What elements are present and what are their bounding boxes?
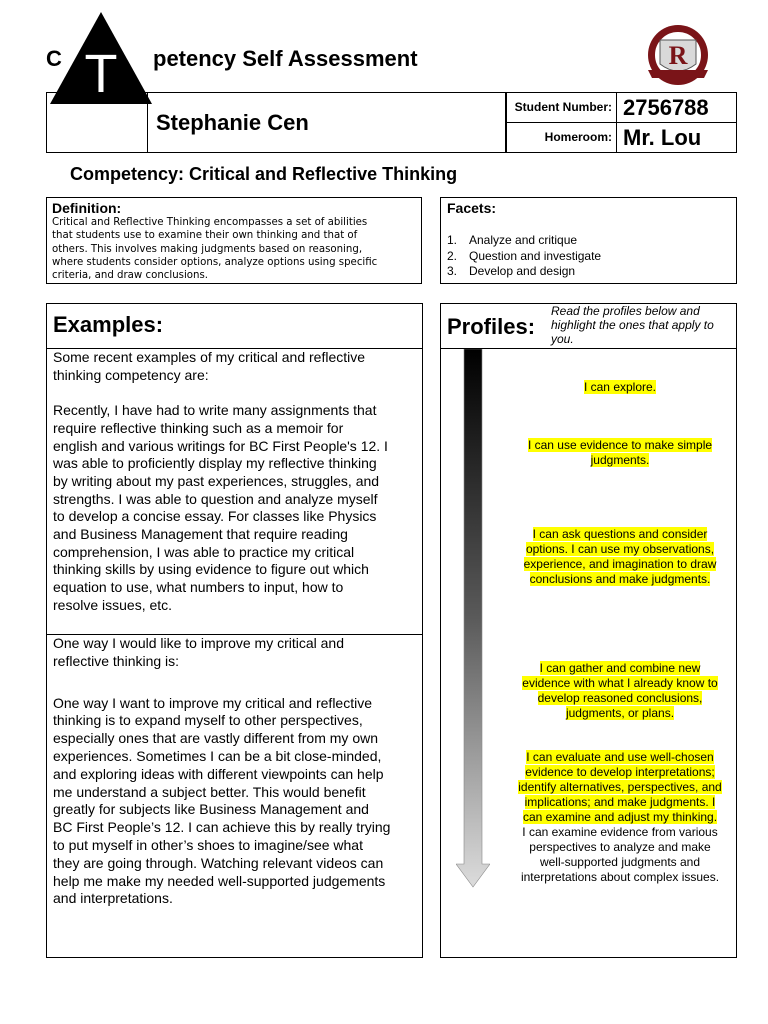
- profile-line: develop reasoned conclusions,: [537, 691, 703, 705]
- facet-text: Analyze and critique: [469, 233, 578, 247]
- text-line: english and various writings for BC First People's 12. I: [53, 437, 388, 454]
- text-line: thinking skills by using evidence to figure out which: [53, 561, 369, 578]
- profile-line: I can ask questions and consider: [532, 527, 708, 541]
- examples-improve-intro: [53, 635, 416, 671]
- facet-text: Develop and design: [469, 264, 576, 278]
- profile-line: I can evaluate and use well-chosen: [526, 750, 714, 764]
- text-line: and interpretations.: [53, 890, 173, 907]
- text-line: and exploring ideas with different viewpoints can help: [53, 765, 384, 782]
- text-line: to develop a concise essay. For classes like Physics: [53, 508, 377, 525]
- examples-recent-intro: [53, 349, 416, 384]
- logo-letter: T: [84, 44, 118, 104]
- profile-item: [510, 825, 730, 885]
- school-seal-icon: [640, 20, 716, 90]
- profiles-instruction: Read the profiles below and highlight the ones that apply to you.: [551, 304, 714, 346]
- text-line: thinking competency are:: [53, 366, 209, 383]
- facet-item: [447, 249, 730, 265]
- profile-line: can examine and adjust my thinking.: [522, 810, 718, 824]
- definition-text: [52, 216, 416, 282]
- text-line: comprehension, I was able to practice my critical: [53, 543, 355, 560]
- student-info-grid: [506, 92, 737, 153]
- student-number-row: [507, 93, 736, 123]
- facets-box: [440, 197, 737, 284]
- page-title-prefix: C: [46, 46, 62, 71]
- photo-cell: [47, 93, 148, 152]
- examples-box-improve: [46, 634, 423, 958]
- profile-line: judgments.: [590, 453, 650, 467]
- profile-line: interpretations about complex issues.: [520, 870, 720, 884]
- text-line: resolve issues, etc.: [53, 596, 173, 613]
- text-line: thinking is to expand myself to other perspectives,: [53, 712, 363, 729]
- profile-line: I can examine evidence from various: [522, 825, 718, 839]
- text-line: they are going through. Watching relevant videos can: [53, 854, 384, 871]
- text-line: and Business Management that require reading: [53, 526, 348, 543]
- profile-line: identify alternatives, perspectives, and: [518, 780, 722, 794]
- definition-line: that students use to examine their own thinking and that of: [52, 230, 358, 242]
- progression-arrow-icon: [456, 349, 490, 889]
- examples-heading: Examples:: [46, 303, 423, 349]
- student-number-value: 2756788: [623, 94, 709, 120]
- profile-line: implications; and make judgments. I: [524, 795, 716, 809]
- text-line: One way I would like to improve my critical and: [53, 635, 344, 651]
- profile-line: I can use evidence to make simple: [527, 438, 713, 452]
- profile-line: experience, and imagination to draw: [523, 557, 717, 571]
- page-title: petency Self Assessment: [153, 46, 418, 71]
- profile-line: perspectives to analyze and make: [529, 840, 711, 854]
- text-line: equation to use, what numbers to input, how to: [53, 579, 344, 596]
- profile-line: I can explore.: [583, 380, 657, 394]
- text-line: require reflective thinking such as a memoir for: [53, 419, 344, 436]
- profile-item: [510, 438, 730, 468]
- text-line: reflective thinking is:: [53, 652, 180, 669]
- facet-number: 3.: [447, 264, 458, 278]
- text-line: experiences. Sometimes I can be a bit close-minded,: [53, 747, 382, 764]
- text-line: was able to proficiently display my reflective thinking: [53, 455, 377, 472]
- facet-item: [447, 233, 730, 249]
- student-name: Stephanie Cen: [156, 110, 309, 135]
- text-line: to put myself in other’s shoes to imagine/see what: [53, 836, 363, 853]
- definition-box: [46, 197, 422, 284]
- text-line: by writing about my past experiences, struggles, and: [53, 472, 380, 489]
- definition-line: criteria, and draw conclusions.: [52, 270, 209, 282]
- profile-line: evidence to develop interpretations;: [525, 765, 715, 779]
- profile-line: well-supported judgments and: [539, 855, 701, 869]
- facets-list: [447, 233, 730, 280]
- definition-label: Definition:: [52, 200, 122, 216]
- profile-line: evidence with what I already know to: [522, 676, 718, 690]
- facet-item: [447, 264, 730, 280]
- definition-line: Critical and Reflective Thinking encompasses a set of abilities: [52, 217, 368, 228]
- definition-line: where students consider options, analyze options using specific: [52, 256, 378, 268]
- facets-label: Facets:: [447, 200, 497, 216]
- text-line: strengths. I was able to question and analyze myself: [53, 490, 378, 507]
- profile-item: [510, 380, 730, 395]
- text-line: Recently, I have had to write many assignments that: [53, 402, 377, 419]
- examples-recent-body: [53, 402, 416, 614]
- profiles-header: [440, 303, 737, 349]
- student-number-label: Student Number:: [507, 93, 617, 122]
- facet-number: 1.: [447, 233, 458, 247]
- profile-item: [510, 527, 730, 587]
- profiles-heading: Profiles:: [447, 314, 536, 339]
- text-line: help me make my needed well-supported judgements: [53, 872, 386, 889]
- profile-item: [510, 661, 730, 721]
- profile-line: conclusions and make judgments.: [529, 572, 711, 586]
- text-line: BC First People’s 12. I can achieve this by really trying: [53, 819, 391, 836]
- seal-letter: R: [668, 41, 688, 70]
- facet-number: 2.: [447, 248, 458, 263]
- homeroom-label: Homeroom:: [507, 123, 617, 152]
- profile-line: options. I can use my observations,: [525, 542, 715, 556]
- text-line: One way I want to improve my critical and reflective: [53, 694, 373, 711]
- text-line: especially ones that are vastly different from my own: [53, 730, 379, 747]
- facet-text: Question and investigate: [469, 248, 602, 263]
- text-line: greatly for subjects like Business Management and: [53, 801, 369, 818]
- definition-line: others. This involves making judgments based on reasoning,: [52, 243, 363, 255]
- examples-box-recent: [46, 348, 423, 635]
- competency-title: Competency: Critical and Reflective Thinking: [70, 164, 458, 184]
- profile-line: I can gather and combine new: [539, 661, 701, 675]
- homeroom-row: [507, 123, 736, 152]
- text-line: Some recent examples of my critical and reflective: [53, 349, 366, 365]
- triangle-logo-icon: [50, 12, 152, 104]
- profile-item: [510, 750, 730, 825]
- text-line: me understand a subject better. This would benefit: [53, 783, 366, 800]
- homeroom-value: Mr. Lou: [623, 124, 702, 150]
- examples-improve-body: [53, 695, 416, 909]
- profile-line: judgments, or plans.: [565, 706, 675, 720]
